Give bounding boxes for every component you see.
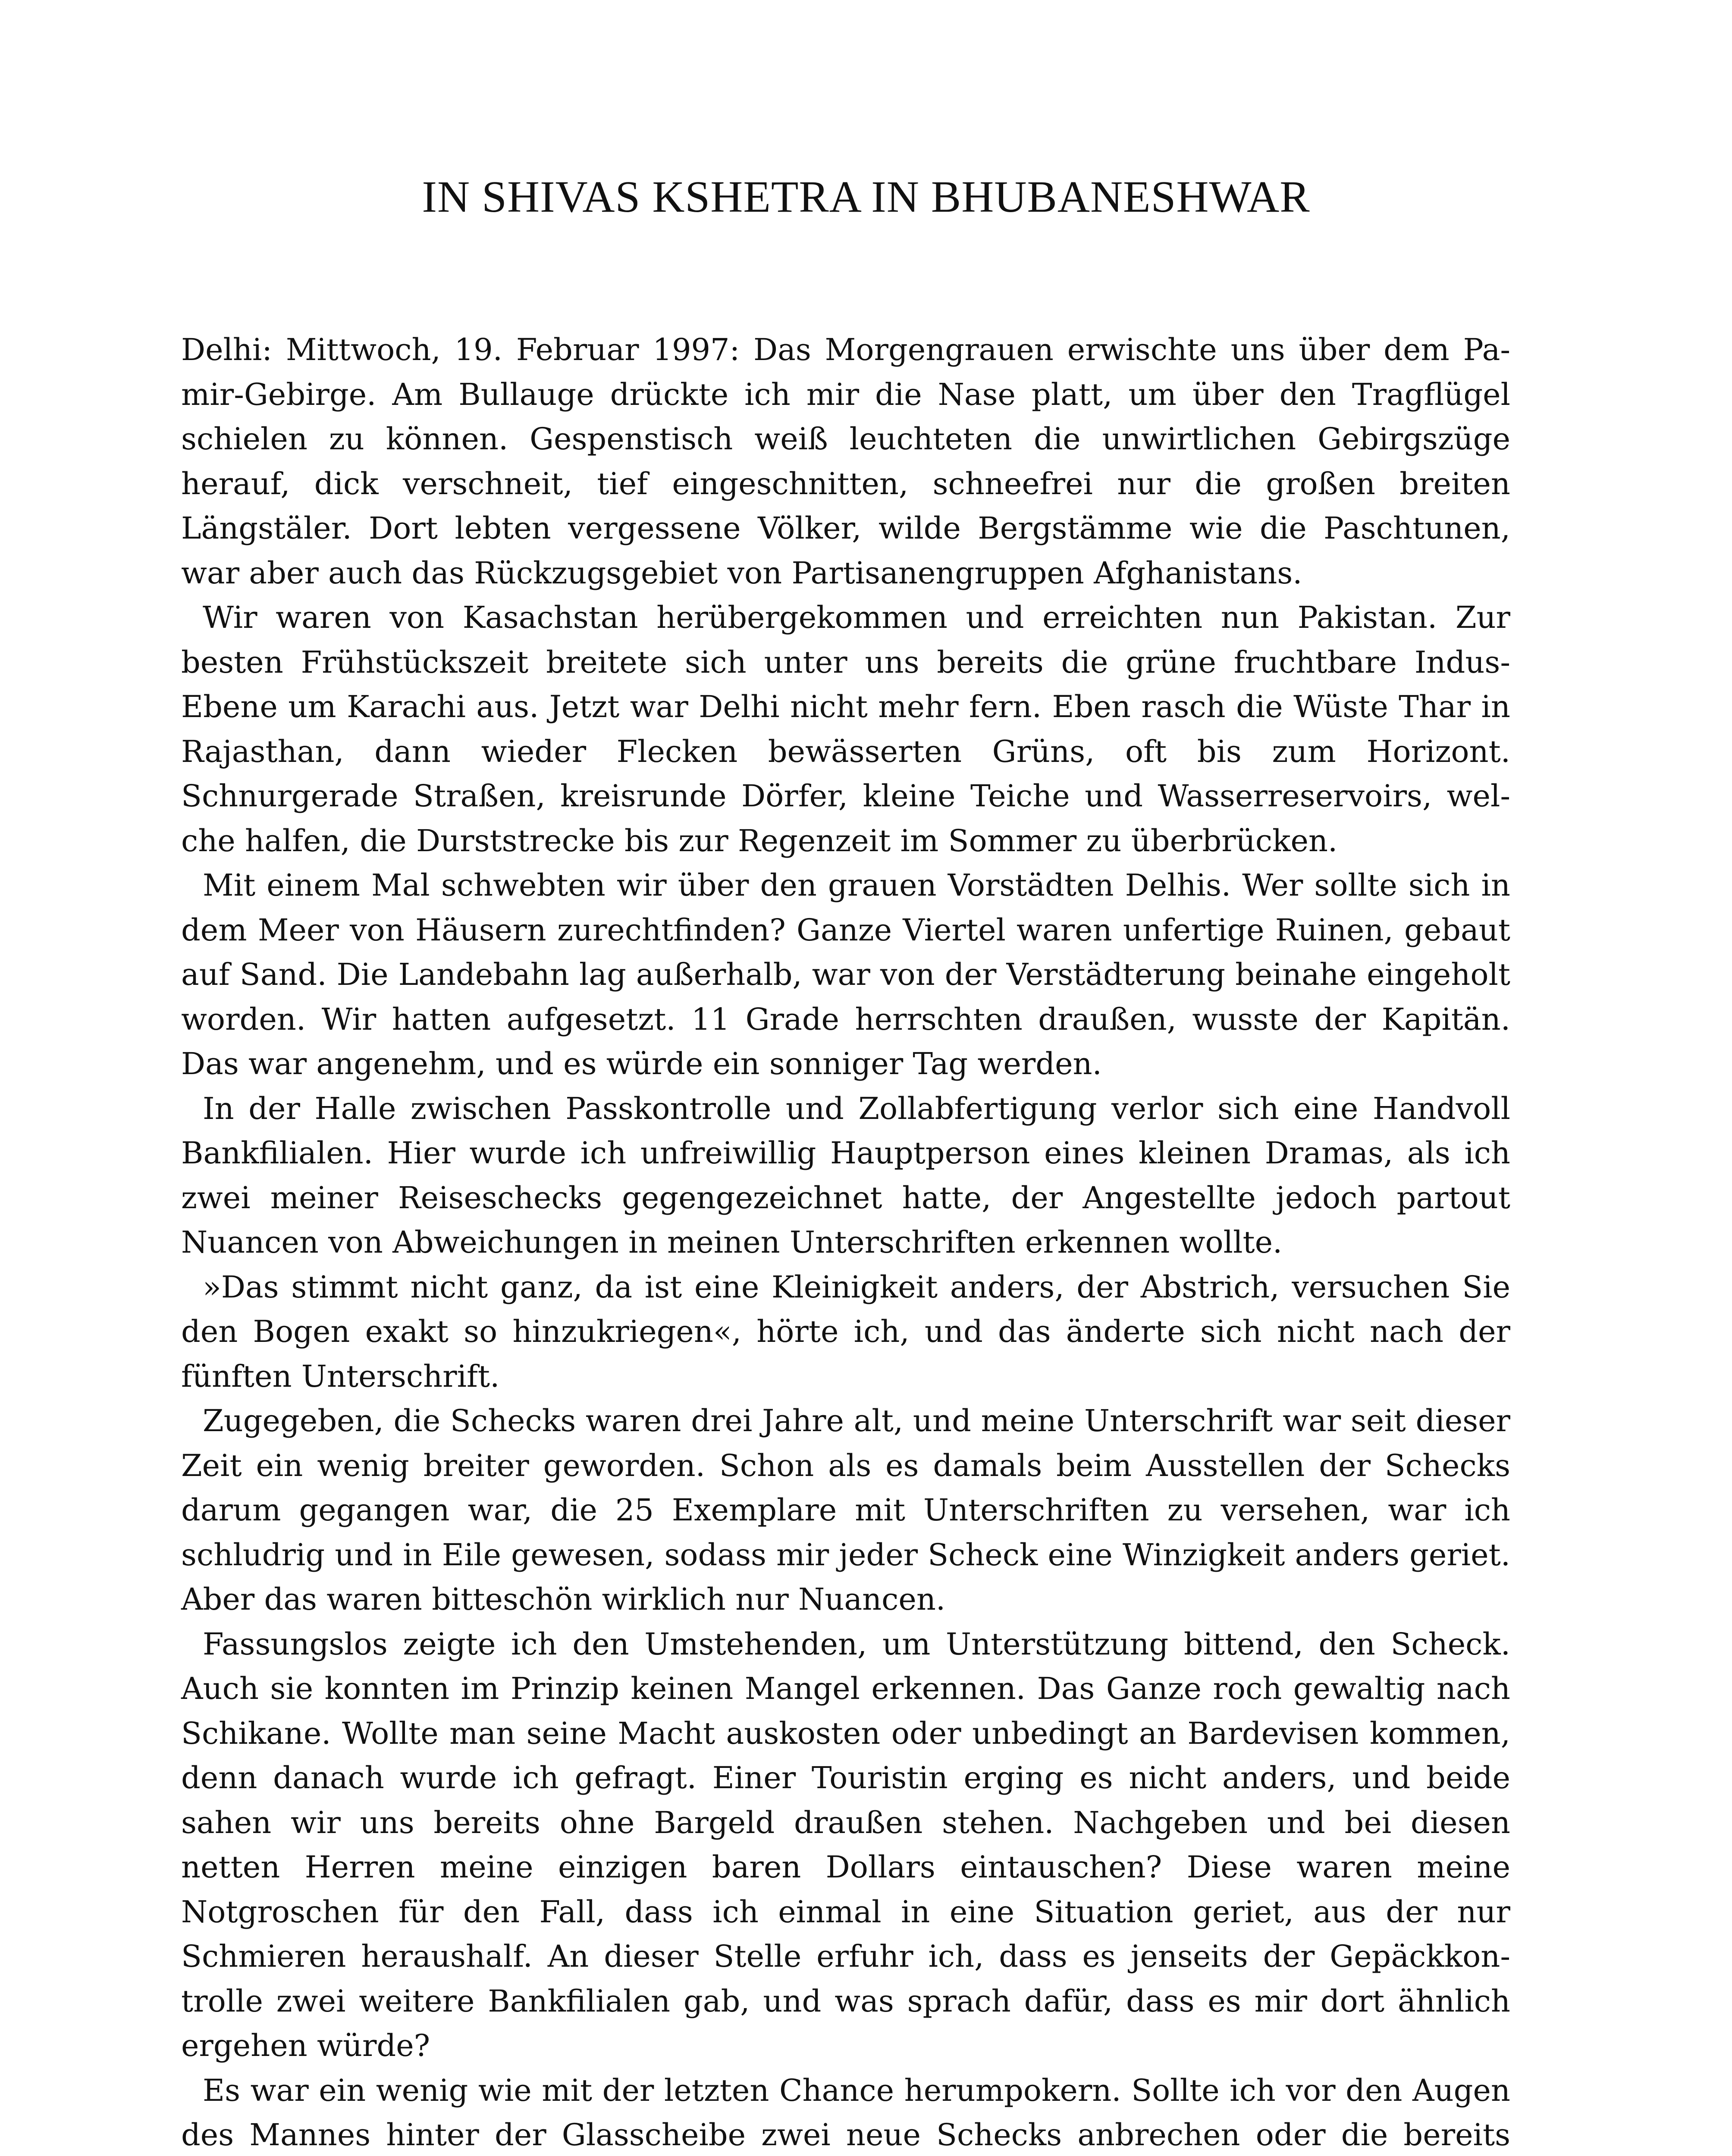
paragraph-1: Delhi: Mittwoch, 19. Februar 1997: Das Morgengrauen erwischte uns über dem Pamir-Gebirge. Am Bullauge drückte ich mir die Nase platt, um über den Tragflügel schielen zu können. Gespenstisch weiß leuchteten die unwirtlichen Gebirgszüge herauf, dick verschneit, tief eingeschnitten, schneefrei nur die großen breiten Längstäler. Dort lebten vergessene Völker, wilde Bergstämme wie die Paschtunen, war aber auch das Rückzugsgebiet von Partisanengruppen Afghanistans. <box>181 332 1510 591</box>
body-text <box>181 328 1510 2156</box>
paragraph-8: Es war ein wenig wie mit der letzten Chance herumpokern. Sollte ich vor den Augen des Mannes hinter der Glasscheibe zwei neue Schecks anbrechen oder die bereits <box>181 2072 1510 2153</box>
paragraph-7: Fassungslos zeigte ich den Umstehenden, um Unterstützung bittend, den Scheck. Auch sie konnten im Prinzip keinen Mangel erkennen. Das Ganze roch gewaltig nach Schikane. Wollte man seine Macht auskosten oder unbedingt an Bardevisen kommen, denn danach wurde ich gefragt. Einer Touristin erging es nicht anders, und beide sahen wir uns bereits ohne Bargeld draußen stehen. Nachgeben und bei diesen netten Herren meine einzigen baren Dollars eintauschen? Diese waren meine Notgroschen für den Fall, dass ich einmal in eine Situation geriet, aus der nur Schmieren heraushalf. An dieser Stelle erfuhr ich, dass es jenseits der Gepäckkontrolle zwei weitere Bankfilialen gab, und was sprach dafür, dass es mir dort ähnlich ergehen würde? <box>181 1626 1510 2063</box>
paragraph-5: »Das stimmt nicht ganz, da ist eine Kleinigkeit anders, der Abstrich, versuchen Sie den Bogen exakt so hinzukriegen«, hörte ich, und das änderte sich nicht nach der fünften Unterschrift. <box>181 1269 1510 1394</box>
paragraph-6: Zugegeben, die Schecks waren drei Jahre alt, und meine Unterschrift war seit dieser Zeit ein wenig breiter geworden. Schon als es damals beim Ausstellen der Schecks darum gegangen war, die 25 Exemplare mit Unterschriften zu versehen, war ich schludrig und in Eile gewesen, sodass mir jeder Scheck eine Winzigkeit anders geriet. Aber das waren bitteschön wirklich nur Nuancen. <box>181 1403 1510 1617</box>
paragraph-3: Mit einem Mal schwebten wir über den grauen Vorstädten Delhis. Wer sollte sich in dem Meer von Häusern zurechtfinden? Ganze Viertel waren unfertige Ruinen, gebaut auf Sand. Die Landebahn lag außerhalb, war von der Verstädterung beinahe eingeholt worden. Wir hatten aufgesetzt. 11 Grade herrschten draußen, wusste der Kapitän. Das war angenehm, und es würde ein sonniger Tag werden. <box>181 868 1510 1081</box>
paragraph-4: In der Halle zwischen Passkontrolle und Zollabfertigung verlor sich eine Handvoll Bankfilialen. Hier wurde ich unfreiwillig Hauptperson eines kleinen Dramas, als ich zwei meiner Reiseschecks gegengezeichnet hatte, der Angestellte jedoch partout Nuancen von Abweichungen in meinen Unterschriften erkennen wollte. <box>181 1091 1510 1260</box>
chapter-title: IN SHIVAS KSHETRA IN BHUBANESHWAR <box>422 172 1310 222</box>
paragraph-2: Wir waren von Kasachstan herübergekommen und erreichten nun Pakistan. Zur besten Frühstückszeit breitete sich unter uns bereits die grüne fruchtbare Indus-Ebene um Karachi aus. Jetzt war Delhi nicht mehr fern. Eben rasch die Wüste Thar in Rajasthan, dann wieder Flecken bewässerten Grüns, oft bis zum Horizont. Schnurgerade Straßen, kreisrunde Dörfer, kleine Teiche und Wasserreservoirs, welche halfen, die Durststrecke bis zur Regenzeit im Sommer zu überbrücken. <box>181 600 1510 859</box>
